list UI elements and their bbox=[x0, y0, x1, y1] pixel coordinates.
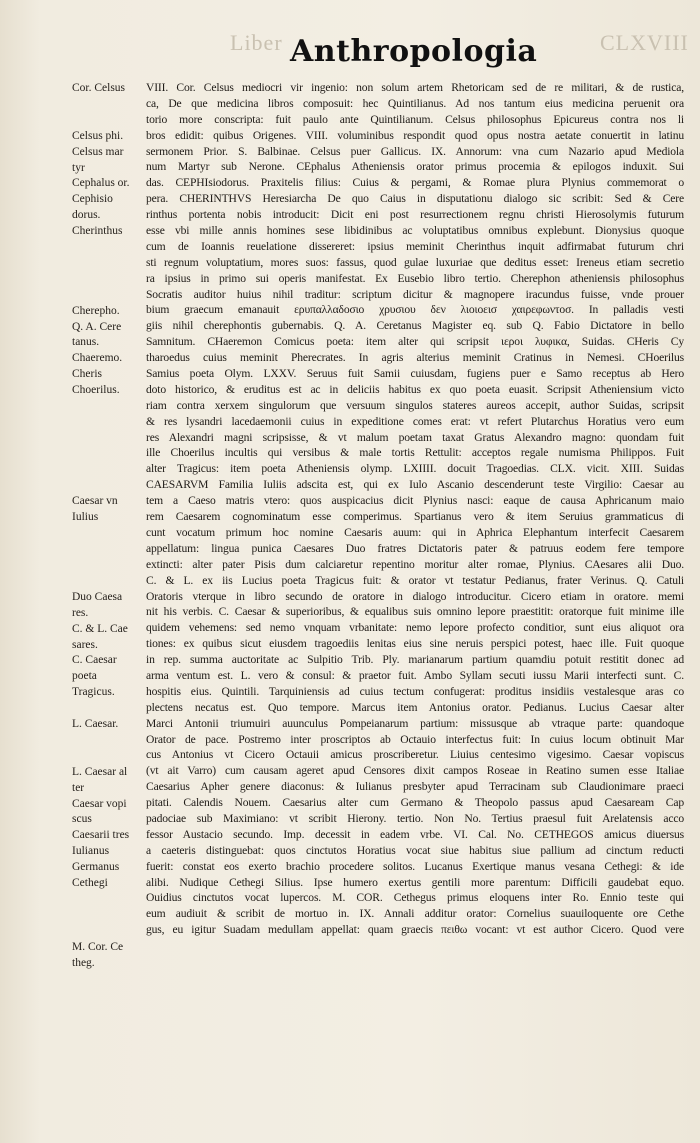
margin-note: Cethegi bbox=[72, 877, 108, 889]
margin-note: Iulius bbox=[72, 511, 99, 524]
margin-note: C. Caesar bbox=[72, 654, 117, 667]
margin-note: Q. A. Cere bbox=[72, 320, 122, 333]
text-line: doto historico, & eruditus est ac in deliciis habitus ex quo poeta euasit. Scripsit Atheniensium victo bbox=[146, 382, 684, 396]
margin-note: scus bbox=[72, 813, 92, 826]
text-line: alibi. Nudique Cethegi Silius. Ipse humero exertus gentili more parentum: Difficili gaudebat equo. bbox=[146, 875, 684, 889]
bleed-through-left: Liber bbox=[230, 30, 283, 55]
margin-note: Celsus phi. bbox=[72, 129, 124, 142]
text-line: fessor Austacio secundo. Imp. decessit in eadem vrbe. VI. Cal. No. CETHEGOS amicus diuersus bbox=[146, 827, 684, 841]
margin-note: theg. bbox=[72, 956, 95, 969]
text-line: cus Antonius vt Cicero Octauii amicus proscriberetur. Liuius centesimo vigesimo. Caesar vopiscus bbox=[146, 748, 684, 762]
margin-note: M. Cor. Ce bbox=[72, 940, 124, 953]
text-line: sermonem Prior. S. Balbinae. Celsus puer Gallicus. IX. Annorum: vna cum Nazario apud Mediola bbox=[146, 144, 684, 158]
text-line: pera. CHERINTHVS Heresiarcha De quo Caius in disputationu dialogo sic scribit: Sed & Cere bbox=[146, 192, 684, 206]
margin-note: Cephisio bbox=[72, 193, 113, 206]
margin-note: dorus. bbox=[72, 209, 101, 222]
text-line: ca, De que medicina libros composuit: hec Quintilianus. Ad nos tantum eius medicina peruenit ora bbox=[146, 96, 684, 110]
margin-note: tyr bbox=[72, 161, 85, 174]
text-line: ra ipsius in primo sui operis manifestat. Ex Eusebio libro tertio. Cherephon atheniensis philosophus bbox=[146, 271, 684, 285]
text-line: (vt ait Varro) cum causam ageret apud Censores dixit campos Roseae in Reatino sumen esse Italiae bbox=[146, 764, 684, 778]
text-line: rinthus portenta nobis introducit: Dicit eni post resurrectionem regnu christi Hierosolymis futurum bbox=[146, 208, 684, 222]
margin-note: Caesar vn bbox=[72, 495, 118, 508]
text-line: eum audiuit & scribit de mortuo in. IX. Annali additur orator: Cornelius suauiloquente ore Cethe bbox=[146, 907, 684, 921]
text-line: in rep. summa auctoritate ac Sulpitio Trib. Ply. marianarum partium quamdiu potuit restitit donec ad bbox=[146, 653, 684, 667]
text-line: hospitis eius. Quintili. Tarquiniensis ad cuius tectum confugerat: proditus insidiis vestalesque aras co bbox=[146, 684, 684, 698]
margin-note: res. bbox=[72, 606, 89, 619]
text-line: riam contra xerxem singulorum que versuum singulos stateres aureos accepit, author Suidas, scripsit bbox=[146, 398, 684, 412]
margin-note: Cor. Celsus bbox=[72, 82, 126, 94]
text-line: C. & L. ex iis Lucius poeta Tragicus fuit: & orator vt testatur Pedianus, frater Verinus. Q. Catuli bbox=[146, 573, 684, 587]
text-line: a caeteris distinguebat: quos cinctutos Horatius vocat siue habitus siue pallium ad cinctum reducti bbox=[146, 843, 684, 857]
text-line: Orator de pace. Postremo inter proscriptos ab Octauio interfectus fuit: In cuius locum obtinuit Mar bbox=[146, 732, 684, 746]
text-line: arma ventum est. L. vero & consul: & praetor fuit. Ambo Syllam secuti iussu Marii interfecti sunt. C. bbox=[146, 668, 684, 682]
text-line: CAESARVM Familia Iuliis adscita est, qui ex Iulo Ascanio descenderunt teste Virgilio: Caesar au bbox=[146, 478, 684, 492]
text-line: tem a Caeso matris vtero: quos auspicacius dicit Plynius nasci: eaque de causa Aphricanum maio bbox=[146, 494, 684, 508]
margin-note: Cherepho. bbox=[72, 304, 120, 317]
body-text bbox=[146, 80, 684, 938]
bleed-through-right: CLXVIII bbox=[600, 30, 689, 55]
margin-note: L. Caesar. bbox=[72, 718, 119, 730]
text-line: Caesarius Apher genere diaconus: & Iulianus presbyter apud Terracinam sub Claudionimare praeci bbox=[146, 780, 684, 794]
text-line: Socratis auditor huius nihil traditur: scriptum dicitur & magnopere iracundus fuisse, vnde prouer bbox=[146, 287, 684, 301]
text-line: plectens necatus est. Quo tempore. Marcus item Antonius orator. Pedianus. Lucius Caesar alter bbox=[146, 700, 684, 714]
margin-note: Cephalus or. bbox=[72, 177, 130, 190]
margin-note: Caesarii tres bbox=[72, 829, 130, 842]
text-line: padociae sub Maximiano: vt scribit Hierony. tertio. Non No. Tertius praesul fuit Arelatensis acco bbox=[146, 811, 684, 825]
margin-note: L. Caesar al bbox=[72, 765, 128, 778]
text-line: Ouidius cinctutos vocat lupercos. M. COR. Cethegus primus eloquens inter Ro. Ennio teste qui bbox=[146, 891, 684, 905]
text-line: appellatum: lingua punica Caesares Duo fratres Dictatoris pater & patruus eodem fere tempore bbox=[146, 541, 684, 555]
text-line: das. CEPHIsiodorus. Praxitelis filius: Cuius & pergami, & Romae plura Plynius commemorat o bbox=[146, 176, 684, 190]
text-line: res Alexandri magni scripsisse, & vt malum poetam taxat Gratus Alexandro magno: quondam fuit bbox=[146, 430, 684, 444]
margin-note: Choerilus. bbox=[72, 384, 120, 397]
text-line: esse vbi mille annis homines sese libidinibus ac voluptatibus omnibus explebunt. Dionysius quoque bbox=[146, 224, 684, 238]
text-line: Marci Antonii triumuiri auunculus Pompeianarum partium: missusque ab vtraque parte: quandoque bbox=[146, 716, 684, 730]
text-line: cum de Ioannis reuelatione dissereret: ipsius meminit Cherinthus inquit adfirmabat futurum chri bbox=[146, 239, 684, 253]
margin-note: C. & L. Cae bbox=[72, 622, 128, 635]
text-line: ille Choerilus incultis qui versibus & male tortis Rettulit: acceptos regale numisma Philippos. Fuit bbox=[146, 446, 684, 460]
text-line: Samnitum. CHaeremon Comicus poeta: item alter qui scripsit ιεροι λυφικα, Suidas. CHeris Cy bbox=[146, 335, 684, 349]
running-header: Anthropologia bbox=[290, 34, 538, 69]
margin-note: tanus. bbox=[72, 336, 100, 349]
text-line: pitati. Calendis Nouem. Caesarius alter cum Germano & Theopolo passus apud Caesaream Cap bbox=[146, 796, 684, 810]
margin-note: Germanus bbox=[72, 861, 120, 874]
text-line: gus, eu igitur Suadam medullam appellat: quam graecis πειθω vocant: vt est author Cicero. Quod vere bbox=[146, 923, 684, 937]
text-line: fuerit: constat eos exerto brachio procedere solitos. Lucanus Exertique manus vesana Cethegi: & ide bbox=[146, 859, 684, 873]
text-line: quidem vehemens: sed nemo vnquam vrbanitate: nemo lepore profecto conditior, sunt eius aliquot ora bbox=[146, 621, 684, 635]
text-line: tharoedus cuius meminit Pherecrates. In agris alterius meminit Cratinus in Nemesi. CHoerilus bbox=[146, 351, 684, 365]
text-line: sti regnum voluptatium, mores suos: fassus, quod gulae luxuriae que deditus esset: Ireneus etiam secretio bbox=[146, 255, 684, 269]
margin-note: Tragicus. bbox=[72, 686, 115, 699]
margin-note: Chaeremo. bbox=[72, 352, 123, 365]
text-line: tiones: ex quibus sicut eiusdem tragoediis lenitas eius sine neruis perspici potest, haec ille. Fuit quoque bbox=[146, 637, 684, 651]
margin-note: Celsus mar bbox=[72, 145, 124, 158]
text-line: bium graecum emanauit ερυπαλλαδοσιο χρυσιου δεν λιοιοεισ χαιρεφωντοσ. In palladis vesti bbox=[146, 303, 684, 317]
text-line: & res lysandri lacedaemonii cuius in expeditione comes erat: vt refert Plutarchus Horatius vero eum bbox=[146, 414, 684, 428]
text-line: rem Caesarem cognominatum esse comperimus. Spartianus vero & item Seruius grammaticus di bbox=[146, 510, 684, 524]
text-line: Oratoris vterque in libro secundo de oratore in dialogo introducitur. Cicero etiam in oratore. memi bbox=[146, 589, 684, 603]
text-line: bros edidit: quibus Origenes. VIII. voluminibus respondit quod opus nostra aetate conuertit in latinu bbox=[146, 128, 684, 142]
margin-note: sares. bbox=[72, 638, 98, 651]
margin-note: Iulianus bbox=[72, 845, 110, 858]
text-line: num Martyr sub Nerone. CEphalus Atheniensis orator primus procemia & epilogos induxit. Sui bbox=[146, 160, 684, 174]
text-line: giis nihil cherephontis gubernabis. Q. A. Ceretanus Magister eq. sub Q. Fabio Dictatore in bello bbox=[146, 319, 684, 333]
margin-note: Cheris bbox=[72, 368, 103, 381]
margin-note: Caesar vopi bbox=[72, 797, 127, 810]
text-line: extincti: alter pater Pisis dum calciaretur repentino moritur alter romae, Plynius. CAesares alii Duo. bbox=[146, 557, 684, 571]
margin-note: Cherinthus bbox=[72, 225, 123, 238]
margin-note: ter bbox=[72, 781, 85, 794]
text-line: VIII. Cor. Celsus mediocri vir ingenio: non solum artem Rhetoricam sed de re militari, & de rustica, bbox=[146, 81, 684, 94]
text-line: torio more conscripta: fuit paulo ante Quintilianum. Celsus philosophus Epicureus contra nos li bbox=[146, 112, 684, 126]
text-line: Samius poeta Olym. LXXV. Seruus fuit Samii cuiusdam, fugiens puer e Samo receptus ab Hero bbox=[146, 367, 684, 381]
text-line: cunt vocatum primum hoc nomine Caesaris auum: qui in Aphrica Elephantum interfecit Caesarem bbox=[146, 525, 684, 539]
margin-note: Duo Caesa bbox=[72, 590, 123, 603]
margin-note: poeta bbox=[72, 670, 97, 683]
text-line: alter Tragicus: item poeta Atheniensis olymp. LXIIII. docuit Tragoedias. CLX. vicit. XIII. Suidas bbox=[146, 462, 684, 476]
text-line: nit his verbis. C. Caesar & superioribus, & equalibus suis omnino lepore praestitit: oratorque fuit minime ille bbox=[146, 605, 684, 619]
